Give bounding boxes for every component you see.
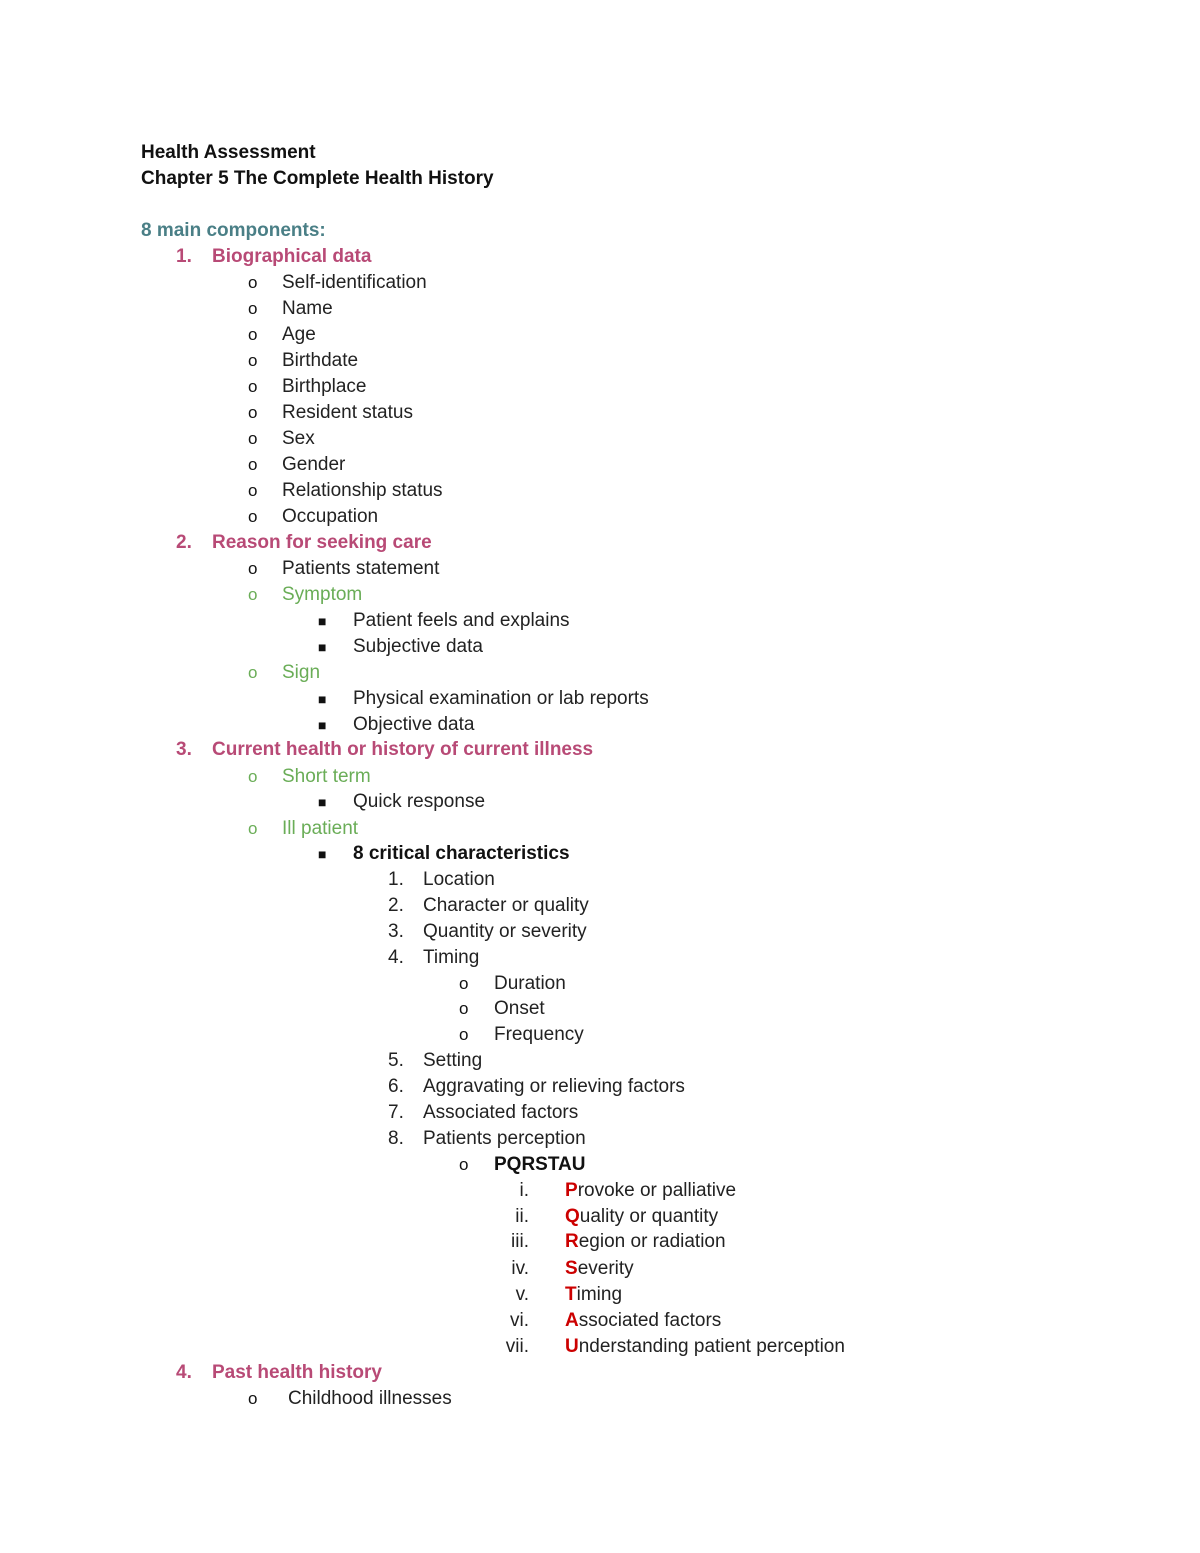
subheading-ill-patient: Ill patient [282, 818, 359, 839]
subheading-short-term: Short term [282, 766, 371, 787]
pqrstau-item [565, 1179, 736, 1203]
list-number: 2. [388, 895, 404, 916]
list-number: 8. [388, 1128, 404, 1149]
roman-numeral: ii. [515, 1206, 529, 1227]
list-item: Character or quality [423, 895, 589, 916]
bullet-circle: o [248, 819, 258, 838]
section-title-reason-for-seeking-care: Reason for seeking care [212, 532, 432, 553]
list-item: Objective data [353, 714, 475, 735]
chapter-title: Chapter 5 The Complete Health History [141, 168, 494, 189]
roman-numeral: i. [519, 1180, 529, 1201]
list-item: Age [282, 324, 316, 345]
list-item: Timing [423, 947, 480, 968]
section-title-biographical-data: Biographical data [212, 246, 372, 267]
bullet-circle: o [248, 481, 258, 500]
roman-numeral: vii. [505, 1336, 529, 1357]
list-item: Physical examination or lab reports [353, 688, 649, 709]
list-item: Setting [423, 1050, 483, 1071]
list-item: Patients perception [423, 1128, 586, 1149]
pqrstau-item [565, 1230, 726, 1254]
section-title-past-health-history: Past health history [212, 1362, 382, 1383]
pqrstau-letter: Q [565, 1206, 580, 1227]
pqrstau-item [565, 1335, 845, 1359]
list-item: Occupation [282, 506, 379, 527]
list-number: 1. [388, 869, 404, 890]
bullet-circle: o [248, 325, 258, 344]
list-number: 4. [388, 947, 404, 968]
pqrstau-item [565, 1309, 721, 1333]
bullet-circle: o [459, 999, 469, 1018]
list-item: Aggravating or relieving factors [423, 1076, 685, 1097]
pqrstau-letter: R [565, 1231, 579, 1252]
bullet-circle: o [248, 507, 258, 526]
pqrstau-letter: P [565, 1180, 578, 1201]
roman-numeral: iv. [511, 1258, 529, 1279]
list-number: 6. [388, 1076, 404, 1097]
list-item: Quick response [353, 791, 486, 812]
components-heading: 8 main components: [141, 220, 326, 241]
section-number: 3. [176, 739, 192, 760]
bullet-square: ■ [318, 846, 327, 862]
list-number: 5. [388, 1050, 404, 1071]
list-item: Resident status [282, 402, 413, 423]
bullet-circle: o [248, 1389, 258, 1408]
list-item: Associated factors [423, 1102, 579, 1123]
section-title-current-health: Current health or history of current illness [212, 739, 594, 760]
list-item: Patients statement [282, 558, 440, 579]
pqrstau-text: uality or quantity [579, 1206, 719, 1227]
bullet-circle: o [248, 767, 258, 786]
pqrstau-text: iming [576, 1284, 623, 1305]
roman-numeral: v. [515, 1284, 529, 1305]
list-number: 3. [388, 921, 404, 942]
pqrstau-text: nderstanding patient perception [578, 1336, 845, 1357]
bullet-circle: o [248, 663, 258, 682]
list-item: Patient feels and explains [353, 610, 570, 631]
section-number: 1. [176, 246, 192, 267]
bullet-square: ■ [318, 691, 327, 707]
pqrstau-letter: A [565, 1310, 579, 1331]
bullet-circle: o [459, 974, 469, 993]
bullet-square: ■ [318, 639, 327, 655]
list-item: Subjective data [353, 636, 483, 657]
section-number: 4. [176, 1362, 192, 1383]
critical-characteristics-heading: 8 critical characteristics [353, 843, 570, 864]
list-item: Birthdate [282, 350, 359, 371]
list-item: Name [282, 298, 333, 319]
list-number: 7. [388, 1102, 404, 1123]
bullet-circle: o [248, 585, 258, 604]
list-item: Childhood illnesses [288, 1388, 452, 1409]
pqrstau-text: egion or radiation [578, 1231, 726, 1252]
roman-numeral: iii. [511, 1231, 529, 1252]
section-number: 2. [176, 532, 192, 553]
bullet-square: ■ [318, 613, 327, 629]
bullet-circle: o [248, 299, 258, 318]
list-item: Onset [494, 998, 545, 1019]
list-item: Gender [282, 454, 346, 475]
pqrstau-item [565, 1283, 622, 1307]
pqrstau-item [565, 1205, 718, 1229]
list-item: Sex [282, 428, 315, 449]
roman-numeral: vi. [510, 1310, 529, 1331]
bullet-circle: o [248, 403, 258, 422]
list-item: Duration [494, 973, 566, 994]
list-item: Frequency [494, 1024, 584, 1045]
list-item: Self-identification [282, 272, 427, 293]
pqrstau-letter: U [565, 1336, 579, 1357]
list-item: Birthplace [282, 376, 367, 397]
bullet-circle: o [459, 1155, 469, 1174]
pqrstau-letter: S [565, 1258, 578, 1279]
pqrstau-letter: T [565, 1284, 577, 1305]
pqrstau-heading: PQRSTAU [494, 1154, 586, 1175]
bullet-circle: o [459, 1025, 469, 1044]
list-item: Location [423, 869, 495, 890]
list-item: Quantity or severity [423, 921, 587, 942]
list-item: Relationship status [282, 480, 443, 501]
pqrstau-item [565, 1257, 634, 1281]
bullet-circle: o [248, 351, 258, 370]
document-title: Health Assessment [141, 142, 316, 163]
pqrstau-text: rovoke or palliative [577, 1180, 737, 1201]
bullet-square: ■ [318, 794, 327, 810]
bullet-circle: o [248, 377, 258, 396]
subheading-sign: Sign [282, 662, 321, 683]
subheading-symptom: Symptom [282, 584, 363, 605]
pqrstau-text: everity [577, 1258, 634, 1279]
bullet-circle: o [248, 429, 258, 448]
bullet-square: ■ [318, 717, 327, 733]
bullet-circle: o [248, 455, 258, 474]
pqrstau-text: ssociated factors [578, 1310, 722, 1331]
bullet-circle: o [248, 273, 258, 292]
bullet-circle: o [248, 559, 258, 578]
